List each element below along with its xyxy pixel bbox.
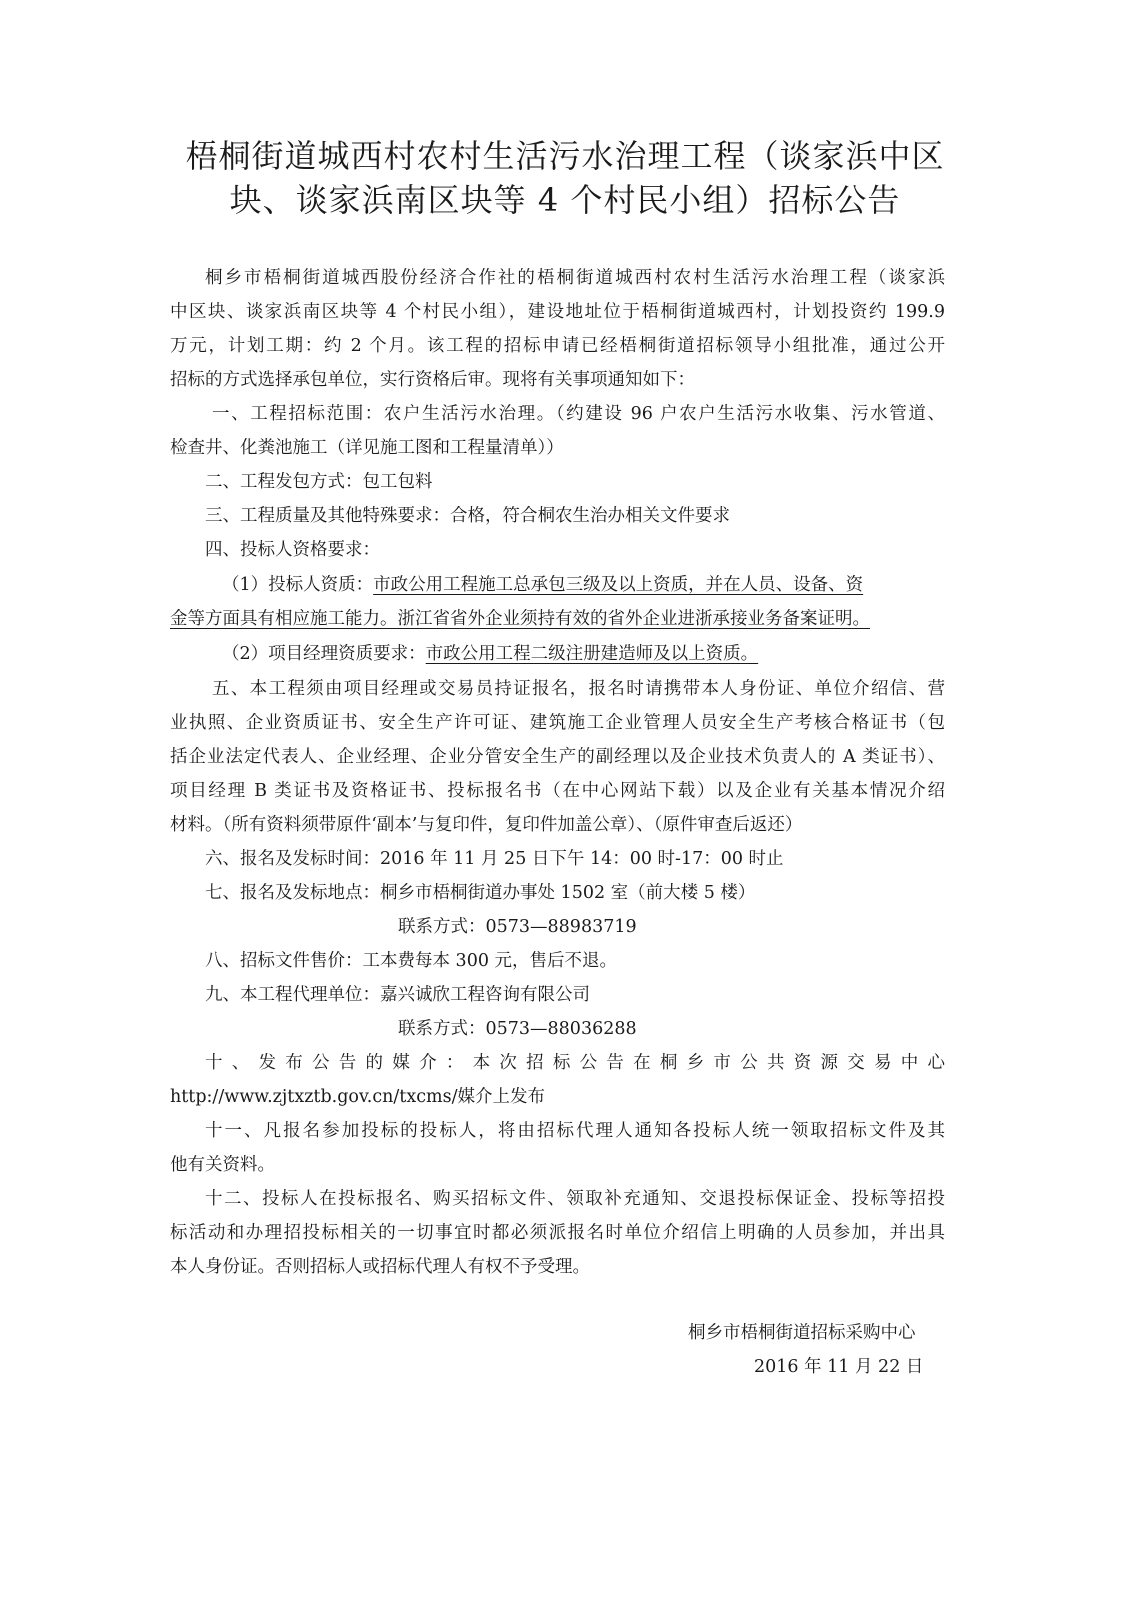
title-line-2: 块、谈家浜南区块等 4 个村民小组）招标公告 [229, 181, 901, 219]
section-6: 六、报名及发标时间：2016 年 11 月 25 日下午 14：00 时-17：00 时止 [205, 849, 784, 869]
section-9-contact: 联系方式：0573—88036288 [398, 1019, 637, 1039]
section-8: 八、招标文件售价：工本费每本 300 元，售后不退。 [205, 951, 618, 971]
section-5-line-4: 项目经理 B 类证书及资格证书、投标报名书（在中心网站下载）以及企业有关基本情况介绍 [170, 781, 945, 801]
section-5-line-1: 五、本工程须由项目经理或交易员持证报名，报名时请携带本人身份证、单位介绍信、营 [212, 679, 945, 699]
intro-line-4: 招标的方式选择承包单位，实行资格后审。现将有关事项通知如下： [170, 370, 695, 390]
intro-line-3: 万元，计划工期：约 2 个月。该工程的招标申请已经梧桐街道招标领导小组批准，通过公开 [170, 336, 945, 356]
section-11-line-1: 十一、凡报名参加投标的投标人，将由招标代理人通知各投标人统一领取招标文件及其 [205, 1121, 945, 1141]
section-4: 四、投标人资格要求： [205, 540, 380, 560]
section-5-line-5: 材料。（所有资料须带原件‘副本’与复印件，复印件加盖公章）、（原件审查后返还） [170, 815, 803, 835]
section-3: 三、工程质量及其他特殊要求：合格，符合桐农生治办相关文件要求 [205, 506, 730, 526]
section-1-line-1: 一、工程招标范围：农户生活污水治理。（约建设 96 户农户生活污水收集、污水管道、 [212, 404, 945, 424]
bidder-qualification-line-2: 金等方面具有相应施工能力。浙江省省外企业须持有效的省外企业进浙承接业务备案证明。 [170, 609, 870, 629]
title-line-1: 梧桐街道城西村农村生活污水治理工程（谈家浜中区 [185, 137, 945, 175]
manager-qualification [222, 642, 758, 666]
issuer-name: 桐乡市梧桐街道招标采购中心 [688, 1323, 916, 1343]
section-5-line-3: 括企业法定代表人、企业经理、企业分管安全生产的副经理以及企业技术负责人的 A 类证书）、 [170, 747, 945, 767]
manager-qualification-value: 市政公用工程二级注册建造师及以上资质。 [425, 644, 759, 664]
intro-line-2: 中区块、谈家浜南区块等 4 个村民小组），建设地址位于梧桐街道城西村，计划投资约 199.9 [170, 302, 945, 322]
section-7: 七、报名及发标地点：桐乡市梧桐街道办事处 1502 室（前大楼 5 楼） [205, 883, 756, 903]
section-7-contact: 联系方式：0573—88983719 [398, 917, 637, 937]
section-5-line-2: 业执照、企业资质证书、安全生产许可证、建筑施工企业管理人员安全生产考核合格证书（包 [170, 713, 945, 733]
section-10-line-2: http://www.zjtxztb.gov.cn/txcms/媒介上发布 [170, 1087, 545, 1107]
section-11-line-2: 他有关资料。 [170, 1155, 275, 1175]
issue-date: 2016 年 11 月 22 日 [754, 1357, 924, 1377]
bidder-qualification-line-1: 市政公用工程施工总承包三级及以上资质，并在人员、设备、资 [373, 575, 864, 595]
section-12-line-2: 标活动和办理招投标相关的一切事宜时都必须派报名时单位介绍信上明确的人员参加，并出具 [170, 1223, 945, 1243]
section-9: 九、本工程代理单位：嘉兴诚欣工程咨询有限公司 [205, 985, 590, 1005]
bidder-qualification-label: （1）投标人资质： [222, 575, 374, 595]
intro-line-1: 桐乡市梧桐街道城西股份经济合作社的梧桐街道城西村农村生活污水治理工程（谈家浜 [205, 268, 945, 288]
manager-qualification-label: （2）项目经理资质要求： [222, 644, 426, 664]
section-1-line-2: 检查井、化粪池施工（详见施工图和工程量清单）） [170, 438, 564, 458]
section-12-line-1: 十二、投标人在投标报名、购买招标文件、领取补充通知、交退投标保证金、投标等招投 [205, 1189, 945, 1209]
section-12-line-3: 本人身份证。否则招标人或招标代理人有权不予受理。 [170, 1257, 590, 1277]
section-10-line-1: 十、发布公告的媒介：本次招标公告在桐乡市公共资源交易中心 [205, 1053, 945, 1073]
bidder-qualification [222, 573, 863, 597]
section-2: 二、工程发包方式：包工包料 [205, 472, 433, 492]
